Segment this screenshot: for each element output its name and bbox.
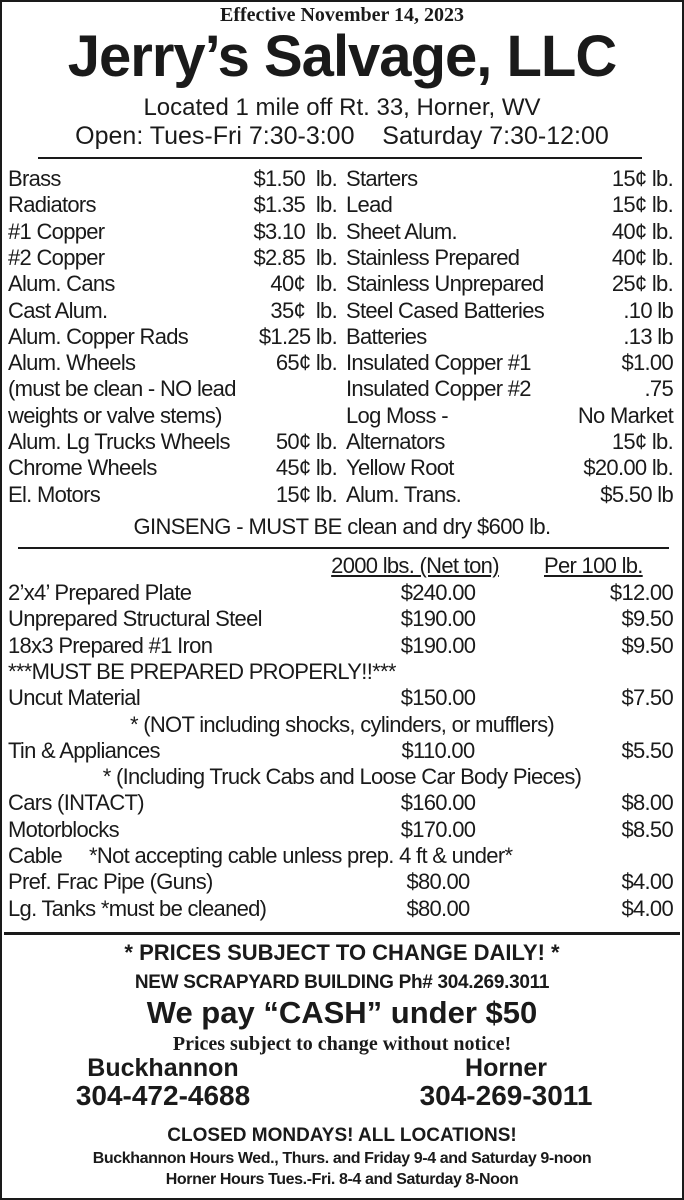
item-name: #2 Copper: [8, 244, 105, 270]
item-name: Cast Alum.: [8, 297, 108, 323]
item-name: Insulated Copper #2: [346, 376, 531, 402]
item-name: (must be clean - NO lead: [8, 376, 236, 402]
item-price: $20.00 lb.: [583, 455, 673, 481]
item-price: 40¢ lb.: [270, 271, 337, 297]
item-price: 15¢ lb.: [275, 481, 337, 507]
item-name: Insulated Copper #1: [346, 350, 531, 376]
price-row: [0, 245, 684, 271]
item-price: 45¢ lb.: [275, 455, 337, 481]
item-name: Motorblocks: [8, 816, 119, 842]
ferrous-row: [0, 712, 684, 738]
change-notice: Prices subject to change without notice!: [172, 1033, 512, 1055]
building-phone: NEW SCRAPYARD BUILDING Ph# 304.269.3011: [134, 972, 550, 993]
net-ton-price: $110.00: [401, 737, 475, 763]
item-name: Alternators: [346, 429, 445, 454]
ferrous-row: [0, 738, 684, 764]
net-ton-price: $80.00: [406, 869, 470, 895]
hours-buckhannon: Buckhannon Hours Wed., Thurs. and Friday 9-4 and Saturday 9-noon: [92, 1150, 592, 1167]
item-name: Chrome Wheels: [8, 455, 157, 481]
ferrous-row: [0, 817, 684, 843]
item-name: ***MUST BE PREPARED PROPERLY!!***: [8, 658, 396, 684]
item-price: 40¢ lb.: [611, 244, 673, 270]
item-price: 40¢ lb.: [611, 218, 673, 244]
item-price: $1.00: [621, 350, 673, 376]
item-name: Cars (INTACT): [8, 790, 144, 816]
price-row: [0, 219, 684, 245]
price-warning: * PRICES SUBJECT TO CHANGE DAILY! *: [124, 940, 560, 965]
item-price: 15¢ lb.: [611, 166, 673, 191]
item-name: Yellow Root: [346, 455, 454, 481]
col-per-100: Per 100 lb.: [544, 553, 643, 578]
price-row: [0, 298, 684, 324]
item-name: Brass: [8, 166, 61, 191]
net-ton-price: $150.00: [400, 685, 476, 711]
item-note: * (Including Truck Cabs and Loose Car Body Pieces): [102, 764, 582, 790]
item-name: weights or valve stems): [8, 402, 222, 428]
item-note: * (NOT including shocks, cylinders, or mufflers): [129, 711, 555, 737]
phone-buckhannon: 304-472-4688: [75, 1080, 251, 1111]
item-name: Alum. Lg Trucks Wheels: [8, 429, 230, 454]
price-row: [0, 166, 684, 192]
price-row: [0, 376, 684, 402]
item-name: Uncut Material: [8, 685, 141, 711]
ferrous-header: [0, 553, 684, 579]
closed-notice: CLOSED MONDAYS! ALL LOCATIONS!: [167, 1125, 517, 1146]
item-price: $1.35 lb.: [253, 192, 337, 218]
item-name: Alum. Cans: [8, 271, 115, 297]
item-price: .13 lb: [623, 323, 673, 349]
net-ton-price: $190.00: [400, 632, 476, 658]
item-name: Lg. Tanks *must be cleaned): [8, 895, 267, 921]
net-ton-price: $160.00: [400, 790, 476, 816]
item-name: Radiators: [8, 192, 96, 218]
item-price: $5.50 lb: [600, 481, 673, 507]
item-name: Unprepared Structural Steel: [8, 606, 262, 632]
item-price: 50¢ lb.: [275, 429, 337, 454]
item-price: 15¢ lb.: [611, 429, 673, 454]
item-price: 15¢ lb.: [611, 192, 673, 218]
ferrous-row: [0, 685, 684, 711]
item-name: Tin & Appliances: [8, 737, 160, 763]
item-name: #1 Copper: [8, 218, 105, 244]
item-name: Pref. Frac Pipe (Guns): [8, 869, 213, 895]
phone-horner: 304-269-3011: [419, 1080, 593, 1111]
location: Located 1 mile off Rt. 33, Horner, WV: [143, 94, 541, 121]
per-100-price: $4.00: [621, 895, 673, 921]
item-name: Lead: [346, 192, 393, 218]
item-name: Stainless Unprepared: [346, 271, 544, 297]
per-100-price: $9.50: [621, 632, 673, 658]
location-buckhannon: Buckhannon: [87, 1054, 239, 1082]
item-price: $3.10 lb.: [253, 218, 337, 244]
per-100-price: $8.50: [621, 816, 673, 842]
item-price: No Market: [577, 402, 673, 428]
per-100-price: $9.50: [621, 606, 673, 632]
item-name: El. Motors: [8, 481, 101, 507]
item-name: Starters: [346, 166, 418, 191]
item-price: 35¢ lb.: [270, 297, 337, 323]
business-name: Jerry’s Salvage, LLC: [67, 24, 617, 89]
price-row: [0, 192, 684, 218]
item-name: Batteries: [346, 323, 427, 349]
item-price: 65¢ lb.: [275, 350, 337, 376]
ferrous-row: [0, 869, 684, 895]
ferrous-row: [0, 896, 684, 922]
per-100-price: $4.00: [621, 869, 673, 895]
item-name: Alum. Copper Rads: [8, 323, 189, 349]
item-price: .75: [644, 376, 673, 402]
ferrous-row: [0, 633, 684, 659]
ferrous-row: [0, 843, 684, 869]
ferrous-row: [0, 606, 684, 632]
item-name: Stainless Prepared: [346, 244, 520, 270]
price-row: [0, 350, 684, 376]
item-name: Steel Cased Batteries: [346, 297, 545, 323]
effective-date: Effective November 14, 2023: [219, 4, 464, 26]
per-100-price: $5.50: [621, 737, 673, 763]
item-price: 25¢ lb.: [611, 271, 673, 297]
net-ton-price: $80.00: [406, 895, 470, 921]
item-name: 2’x4’ Prepared Plate: [8, 580, 192, 605]
divider: [18, 547, 669, 549]
price-row: [0, 429, 684, 455]
item-name: Sheet Alum.: [346, 218, 457, 244]
ferrous-row: [0, 790, 684, 816]
hours-horner: Horner Hours Tues.-Fri. 8-4 and Saturday 8-Noon: [165, 1171, 519, 1188]
item-name: Alum. Wheels: [8, 350, 136, 376]
item-name: 18x3 Prepared #1 Iron: [8, 632, 213, 658]
divider: [4, 932, 680, 935]
per-100-price: $7.50: [621, 685, 673, 711]
location-horner: Horner: [465, 1054, 547, 1082]
ginseng-note: GINSENG - MUST BE clean and dry $600 lb.: [133, 514, 551, 539]
net-ton-price: $170.00: [400, 816, 476, 842]
divider: [38, 157, 642, 159]
price-row: [0, 403, 684, 429]
price-row: [0, 482, 684, 508]
item-price: $1.50 lb.: [253, 166, 337, 191]
price-row: [0, 455, 684, 481]
item-price: $2.85 lb.: [253, 244, 337, 270]
item-price: $1.25 lb.: [258, 323, 337, 349]
per-100-price: $8.00: [621, 790, 673, 816]
col-net-ton: 2000 lbs. (Net ton): [331, 553, 499, 578]
cash-note: We pay “CASH” under $50: [146, 995, 538, 1030]
item-price: .10 lb: [623, 297, 673, 323]
ferrous-row: [0, 580, 684, 606]
net-ton-price: $240.00: [400, 580, 476, 605]
per-100-price: $12.00: [609, 580, 673, 605]
item-name: Log Moss -: [346, 402, 448, 428]
net-ton-price: $190.00: [400, 606, 476, 632]
price-row: [0, 271, 684, 297]
item-name: Alum. Trans.: [346, 481, 462, 507]
price-row: [0, 324, 684, 350]
hours: Open: Tues-Fri 7:30-3:00 Saturday 7:30-12:00: [75, 122, 609, 150]
item-name: Cable *Not accepting cable unless prep. 4 ft & under*: [8, 843, 513, 868]
ferrous-row: [0, 764, 684, 790]
ferrous-row: [0, 659, 684, 685]
